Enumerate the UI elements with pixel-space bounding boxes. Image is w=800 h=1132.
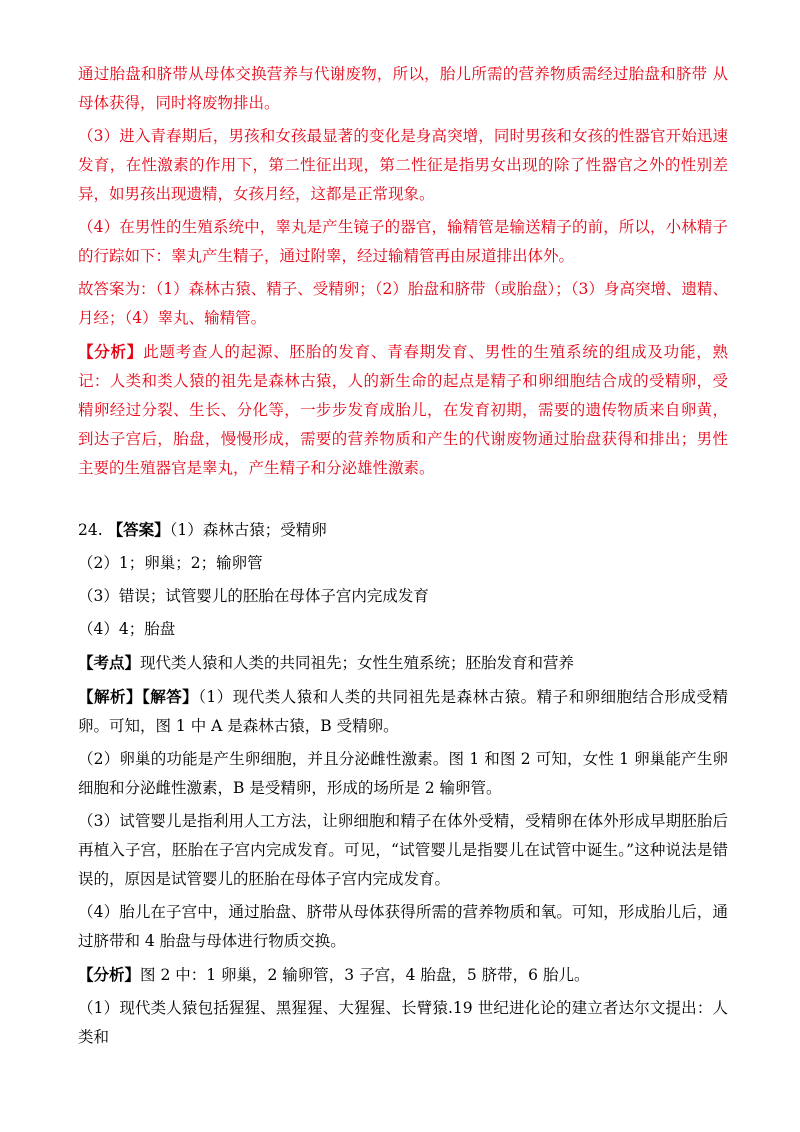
jiexi-2: （2）卵巢的功能是产生卵细胞，并且分泌雌性激素。图 1 和图 2 可知，女性 1 卵巢能产生卵细胞和分泌雌性激素，B 是受精卵，形成的场所是 2 输卵管。 (78, 750, 728, 797)
jiexi-label: 【解析】【解答】 (78, 687, 199, 706)
paragraph-nutrition-exchange: 通过胎盘和脐带从母体交换营养与代谢废物，所以，胎儿所需的营养物质需经过胎盘和脐带 从母体获得，同时将废物排出。 (78, 65, 728, 112)
analysis-text: 此题考查人的起源、胚胎的发育、青春期发育、男性的生殖系统的组成及功能，熟记：人类和类人猿的祖先是森林古猿，人的新生命的起点是精子和卵细胞结合成的受精卵，受精卵经过分裂、生长、分化等，一步步发育成胎儿，在发育初期，需要的遗传物质来自卵黄，到达子宫后，胎盘，慢慢形成，需要的营养物质和产生的代谢废物通过胎盘获得和排出；男性主要的生殖器官是睾丸，产生精子和分泌雄性激素。 (78, 343, 728, 477)
fenxi-1: （1）现代类人猿包括猩猩、黑猩猩、大猩猩、长臂猿.19 世纪进化论的建立者达尔文提出：人类和 (78, 999, 728, 1046)
question-number: 24. (78, 521, 103, 539)
answer-1: （1）森林古猿；受精卵 (169, 521, 327, 539)
fenxi-text: 图 2 中：1 卵巢，2 输卵管，3 子宫，4 胎盘，5 脐带，6 胎儿。 (140, 966, 590, 984)
fenxi-label: 【分析】 (78, 965, 141, 984)
kaodian (78, 648, 728, 678)
paragraph-male-reproductive: （4）在男性的生殖系统中，睾丸是产生镜子的器官，输精管是输送精子的前，所以，小林精子的行踪如下：睾丸产生精子，通过附睾，经过输精管再由尿道排出体外。 (78, 218, 728, 265)
question-24-answer-header (78, 515, 728, 545)
jiexi-1 (78, 682, 728, 741)
kaodian-label: 【考点】 (78, 653, 141, 672)
section-gap (78, 487, 728, 515)
paragraph-answer-summary: 故答案为：（1）森林古猿、精子、受精卵；（2）胎盘和脐带（或胎盘）；（3）身高突增、遗精、月经；（4）睾丸、输精管。 (78, 280, 728, 327)
jiexi-1-text: （1）现代类人猿和人类的共同祖先是森林古猿。精子和卵细胞结合形成受精卵。可知，图 1 中 A 是森林古猿，B 受精卵。 (78, 688, 728, 735)
kaodian-text: 现代类人猿和人类的共同祖先；女性生殖系统；胚胎发育和营养 (140, 654, 575, 672)
fenxi (78, 960, 728, 990)
answer-3: （3）错误；试管婴儿的胚胎在母体子宫内完成发育 (78, 587, 429, 605)
answer-2: （2）1；卵巢；2；输卵管 (78, 554, 263, 572)
answer-4: （4）4；胎盘 (78, 620, 176, 638)
jiexi-3: （3）试管婴儿是指利用人工方法，让卵细胞和精子在体外受精，受精卵在体外形成早期胚胎后再植入子宫，胚胎在子宫内完成发育。可见，“试管婴儿是指婴儿在试管中诞生。”这种说法是错误的，原因是试管婴儿的胚胎在母体子宫内完成发育。 (78, 812, 728, 888)
paragraph-analysis (78, 337, 728, 483)
analysis-label: 【分析】 (78, 342, 144, 361)
jiexi-4: （4）胎儿在子宫中，通过胎盘、脐带从母体获得所需的营养物质和氧。可知，形成胎儿后，通过脐带和 4 胎盘与母体进行物质交换。 (78, 903, 728, 950)
document-page (78, 60, 728, 1056)
answer-label: 【答案】 (107, 520, 170, 539)
paragraph-puberty: （3）进入青春期后，男孩和女孩最显著的变化是身高突增，同时男孩和女孩的性器官开始迅速发育，在性激素的作用下，第二性征出现，第二性征是指男女出现的除了性器官之外的性别差异，如男孩出现遗精，女孩月经，这都是正常现象。 (78, 127, 728, 203)
